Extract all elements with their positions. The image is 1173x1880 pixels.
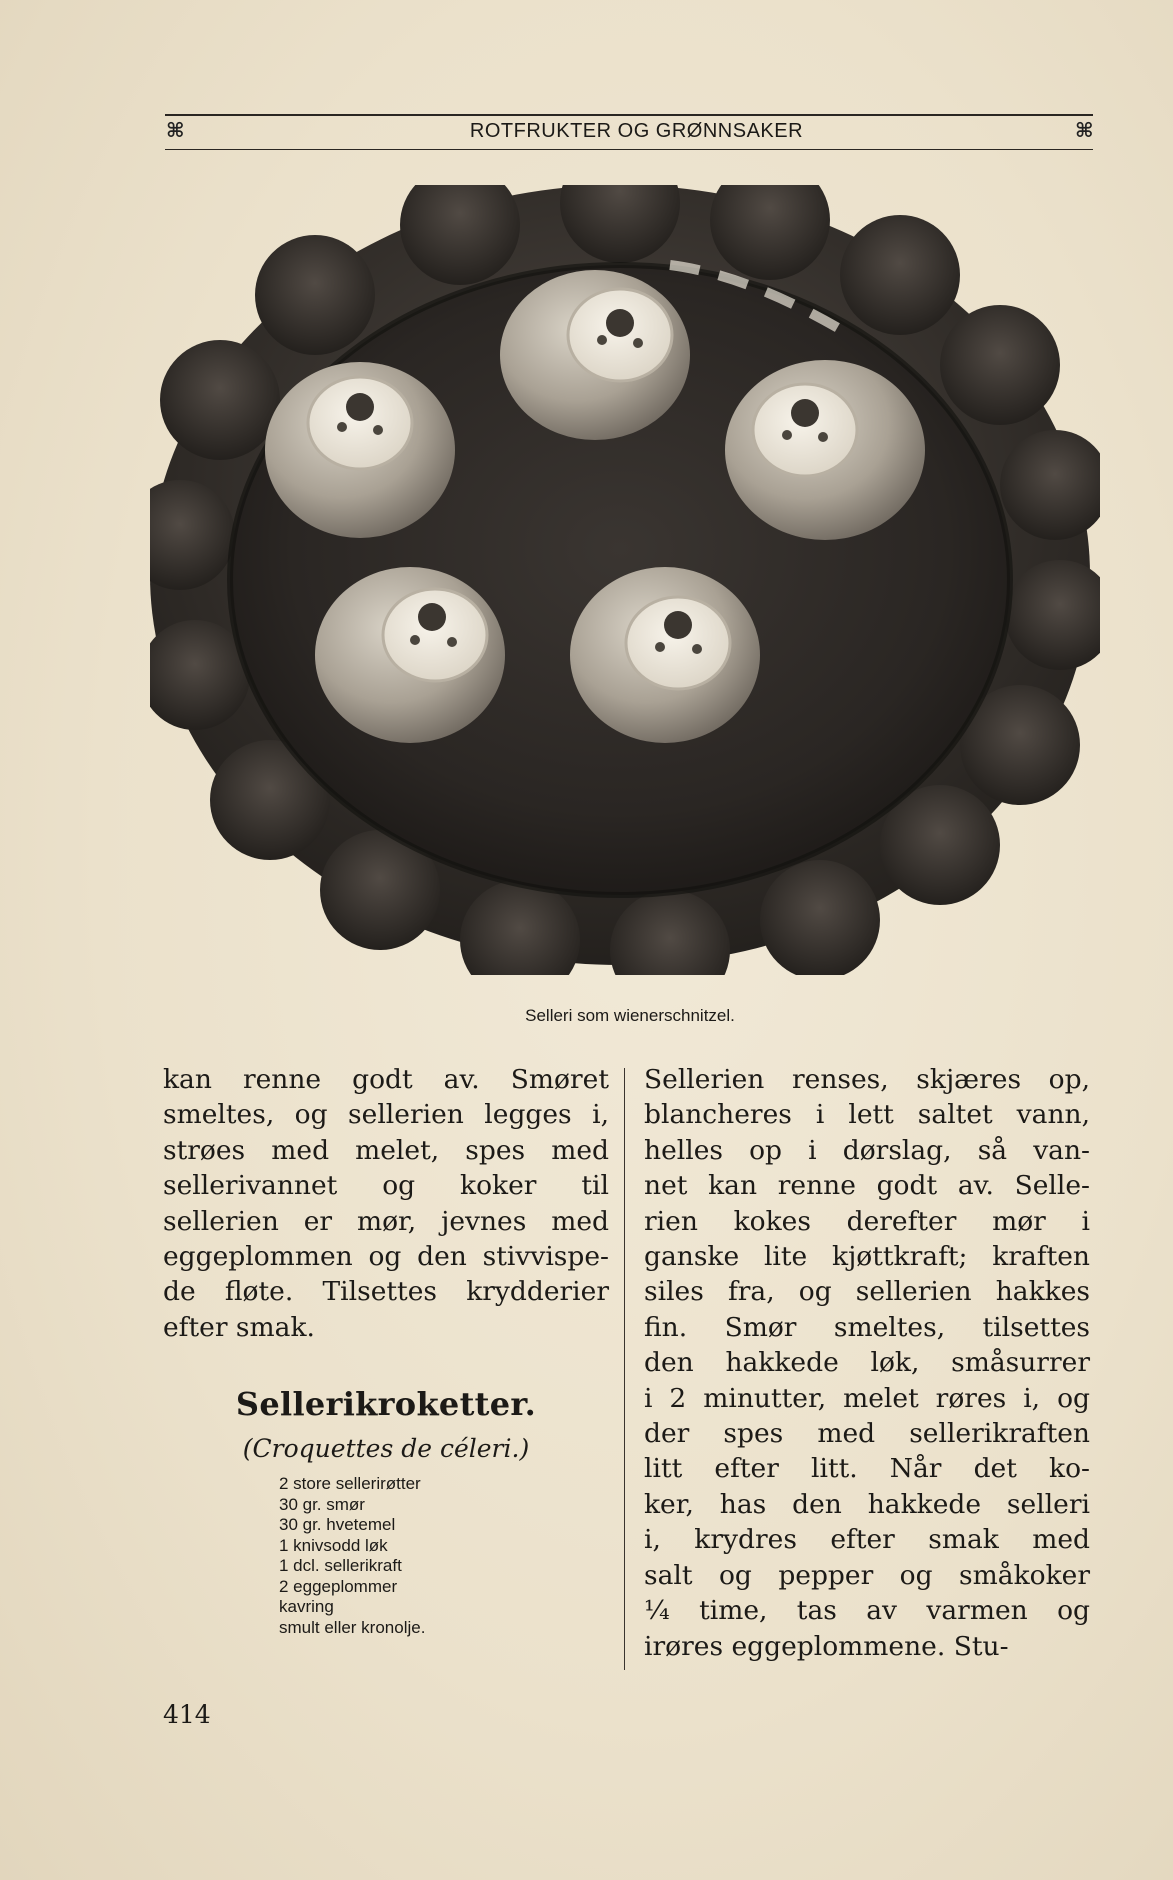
- text-line: strøes med melet, spes med: [163, 1134, 609, 1166]
- running-header-title: ROTFRUKTER OG GRØNNSAKER: [469, 120, 804, 142]
- photo-caption: Selleri som wienerschnitzel.: [525, 1006, 735, 1025]
- ingredient-item: smult eller kronolje.: [279, 1617, 426, 1637]
- croquette: [265, 362, 455, 538]
- text-line: helles op i dørslag, så van-: [644, 1134, 1090, 1166]
- ingredient-item: kavring: [279, 1597, 334, 1616]
- text-line: fin. Smør smeltes, tilsettes: [644, 1311, 1090, 1343]
- recipe-title: Sellerikroketter.: [235, 1385, 537, 1423]
- croquette: [500, 270, 690, 440]
- croquette: [725, 360, 925, 540]
- croquette: [570, 567, 760, 743]
- header-left-ornament-icon: ⌘: [166, 118, 185, 142]
- text-line: den hakkede løk, småsurrer: [644, 1347, 1090, 1379]
- ingredient-item: 2 eggeplommer: [279, 1576, 398, 1596]
- text-line: Sellerien renses, skjæres op,: [644, 1064, 1090, 1095]
- header-right-ornament-icon: ⌘: [1075, 118, 1094, 142]
- text-line: der spes med sellerikraften: [644, 1418, 1090, 1450]
- text-line: eggeplommen og den stivvispe-: [163, 1241, 609, 1273]
- ingredient-item: 1 dcl. sellerikraft: [279, 1556, 402, 1575]
- text-line: i 2 minutter, melet røres i, og: [644, 1382, 1090, 1414]
- recipe-subtitle: (Croquettes de céleri.): [242, 1434, 530, 1463]
- text-line: smeltes, og sellerien legges i,: [163, 1099, 609, 1131]
- text-line: ker, has den hakkede selleri: [644, 1488, 1090, 1520]
- text-line: irøres eggeplommene. Stu-: [644, 1630, 1009, 1662]
- text-line: net kan renne godt av. Selle-: [644, 1170, 1090, 1202]
- ingredient-item: 2 store sellerirøtter: [279, 1474, 421, 1493]
- text-line: litt efter litt. Når det ko-: [644, 1453, 1090, 1485]
- text-line: sellerivannet og koker til: [163, 1170, 609, 1202]
- text-line: rien kokes derefter mør i: [644, 1205, 1090, 1237]
- ingredient-item: 30 gr. smør: [279, 1494, 365, 1514]
- page-number: 414: [163, 1700, 211, 1729]
- column-divider: [624, 1068, 625, 1670]
- text-line: de fløte. Tilsettes krydderier: [163, 1276, 609, 1308]
- text-line: salt og pepper og småkoker: [644, 1559, 1090, 1591]
- text-line: ganske lite kjøttkraft; kraften: [644, 1241, 1090, 1273]
- left-column: [163, 1062, 609, 1345]
- text-line: ¼ time, tas av varmen og: [644, 1595, 1090, 1627]
- right-column: [644, 1062, 1090, 1664]
- croquette: [315, 567, 505, 743]
- text-line: siles fra, og sellerien hakkes: [644, 1276, 1090, 1308]
- ingredient-list: [279, 1474, 579, 1638]
- ingredient-item: 30 gr. hvetemel: [279, 1515, 396, 1534]
- text-line: sellerien er mør, jevnes med: [163, 1205, 609, 1237]
- text-line: efter smak.: [163, 1311, 315, 1343]
- header-rule-top: [165, 114, 1093, 116]
- dish-photograph: [150, 185, 1100, 975]
- text-line: kan renne godt av. Smøret: [163, 1064, 609, 1095]
- header-rule-bottom: [165, 149, 1093, 150]
- text-line: blancheres i lett saltet vann,: [644, 1099, 1090, 1131]
- text-line: i, krydres efter smak med: [644, 1524, 1090, 1556]
- ingredient-item: 1 knivsodd løk: [279, 1535, 388, 1555]
